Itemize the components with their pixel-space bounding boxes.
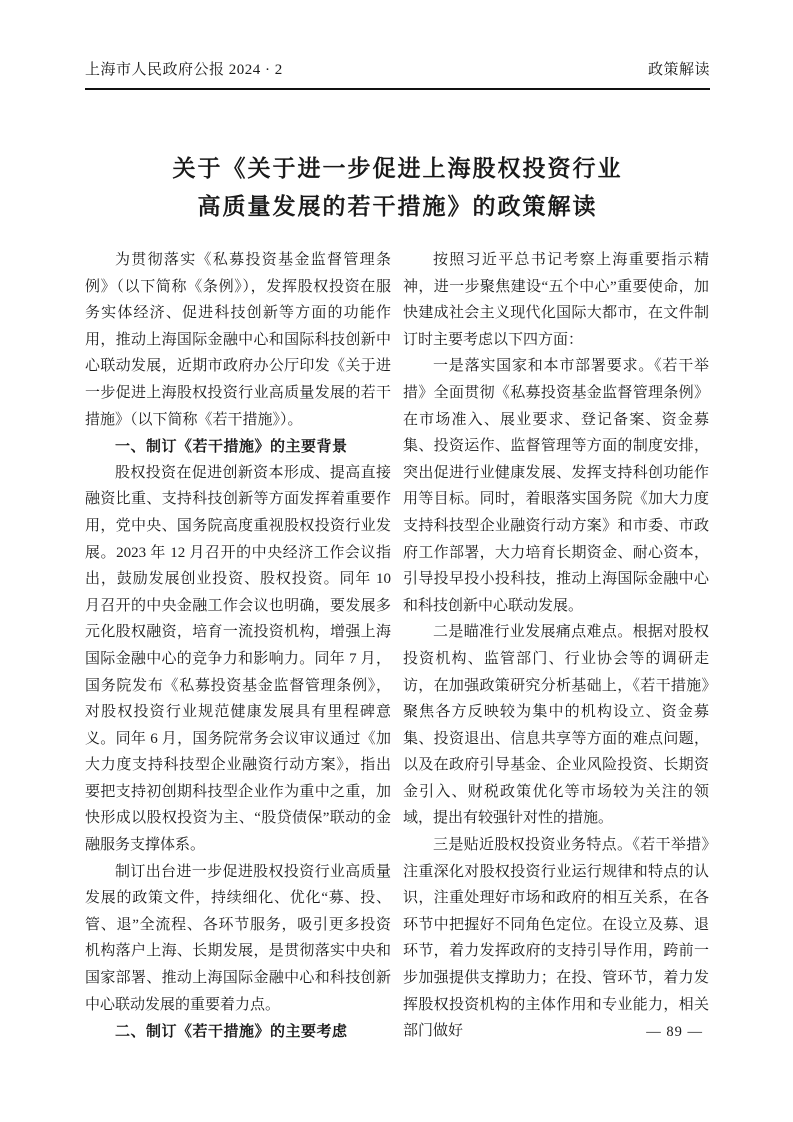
- paragraph: 一是落实国家和本市部署要求。《若干举措》全面贯彻《私募投资基金监督管理条例》在市场准入、展业要求、登记备案、资金募集、投资运作、监督管理等方面的制度安排，突出促进行业健康发展、发挥支持科创功能作用等目标。同时，着眼落实国务院《加大力度支持科技型企业融资行动方案》和市委、市政府工作部署，大力培育长期资金、耐心资本，引导投早投小投科技，推动上海国际金融中心和科技创新中心联动发展。: [403, 358, 709, 614]
- paragraph: 为贯彻落实《私募投资基金监督管理条例》（以下简称《条例》），发挥股权投资在服务实体经济、促进科技创新等方面的功能作用，推动上海国际金融中心和国际科技创新中心联动发展，近期市政府办公厅印发《关于进一步促进上海股权投资行业高质量发展的若干措施》（以下简称《若干措施》）。: [85, 252, 391, 428]
- paragraph: 股权投资在促进创新资本形成、提高直接融资比重、支持科技创新等方面发挥着重要作用，党中央、国务院高度重视股权投资行业发展。2023 年 12 月召开的中央经济工作会议指出，鼓励发展创业投资、股权投资。同年 10 月召开的中央金融工作会议也明确，要发展多元化股权融资，培育一流投资机构，增强上海国际金融中心的竞争力和影响力。同年 7 月，国务院发布《私募投资基金监督管理条例》，对股权投资行业规范健康发展具有里程碑意义。同年 6 月，国务院常务会议审议通过《加大力度支持科技型企业融资行动方案》，指出要把支持初创期科技型企业作为重中之重，加快形成以股权投资为主、“股贷债保”联动的金融服务支撑体系。: [85, 464, 391, 854]
- paragraph: 三是贴近股权投资业务特点。《若干举措》注重深化对股权投资行业运行规律和特点的认识，注重处理好市场和政府的相互关系，在各环节中把握好不同角色定位。在设立及募、退环节，着力发挥政府的支持引导作用，跨前一步加强提供支撑助力；在投、管环节，着力发挥股权投资机构的主体作用和专业能力，相关部门做好: [403, 837, 709, 1040]
- gazette-title: 上海市人民政府公报 2024 · 2: [85, 62, 283, 78]
- body-columns: [85, 247, 710, 1045]
- section-heading-2: 二、制订《若干措施》的主要考虑: [115, 1022, 348, 1041]
- page-number: — 89 —: [646, 1024, 703, 1040]
- left-column: [85, 247, 391, 1045]
- paragraph: 按照习近平总书记考察上海重要指示精神，进一步聚焦建设“五个中心”重要使命，加快建成社会主义现代化国际大都市，在文件制订时主要考虑以下四方面：: [403, 252, 709, 348]
- right-column: [403, 247, 709, 1045]
- paragraph: 二是瞄准行业发展痛点难点。根据对股权投资机构、监管部门、行业协会等的调研走访，在加强政策研究分析基础上，《若干措施》聚焦各方反映较为集中的机构设立、资金募集、投资退出、信息共享等方面的难点问题，以及在政府引导基金、企业风险投资、长期资金引入、财税政策优化等市场较为关注的领域，提出有较强针对性的措施。: [403, 624, 709, 827]
- section-heading-1: 一、制订《若干措施》的主要背景: [115, 437, 348, 456]
- section-label: 政策解读: [647, 62, 710, 78]
- header-divider: [85, 88, 710, 90]
- document-title: [85, 150, 710, 226]
- page-footer: [646, 1024, 703, 1041]
- document-title-line-1: 关于《关于进一步促进上海股权投资行业: [172, 156, 623, 182]
- document-title-line-2: 高质量发展的若干措施》的政策解读: [197, 194, 598, 220]
- paragraph: 制订出台进一步促进股权投资行业高质量发展的政策文件，持续细化、优化“募、投、管、退”全流程、各环节服务，吸引更多投资机构落户上海、长期发展，是贯彻落实中央和国家部署、推动上海国际金融中心和科技创新中心联动发展的重要着力点。: [85, 863, 391, 1013]
- page-header: [85, 58, 710, 79]
